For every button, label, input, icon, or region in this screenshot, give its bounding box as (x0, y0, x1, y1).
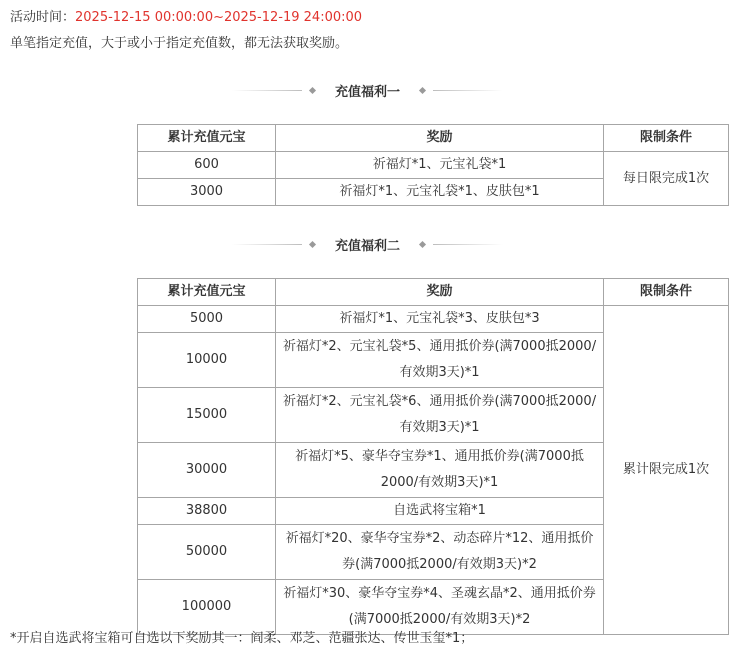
title-divider-left (232, 244, 302, 245)
title-divider-right (433, 90, 503, 91)
activity-time (10, 6, 362, 25)
activity-time-label: 活动时间： (10, 10, 76, 25)
table-row (138, 152, 729, 179)
activity-rule: 单笔指定充值，大于或小于指定充值数，都无法获取奖励。 (10, 36, 349, 51)
reward-cell: 祈福灯*1、元宝礼袋*3、皮肤包*3 (276, 306, 604, 333)
reward-cell: 祈福灯*2、元宝礼袋*5、通用抵价券(满7000抵2000/有效期3天)*1 (276, 333, 604, 388)
amount-cell: 5000 (138, 306, 276, 333)
table-header-row (138, 125, 729, 152)
section1-title-bar (0, 80, 735, 100)
limit-cell: 每日限完成1次 (604, 152, 729, 206)
header-reward: 奖励 (276, 125, 604, 152)
diamond-icon (419, 86, 426, 93)
section2-title: 充值福利二 (334, 238, 400, 254)
amount-cell: 50000 (138, 525, 276, 580)
diamond-icon (309, 240, 316, 247)
reward-cell: 自选武将宝箱*1 (276, 498, 604, 525)
reward-cell: 祈福灯*20、豪华夺宝券*2、动态碎片*12、通用抵价券(满7000抵2000/有效期3天)*2 (276, 525, 604, 580)
header-limit: 限制条件 (604, 125, 729, 152)
reward-cell: 祈福灯*2、元宝礼袋*6、通用抵价券(满7000抵2000/有效期3天)*1 (276, 388, 604, 443)
section1-title: 充值福利一 (334, 84, 400, 100)
amount-cell: 100000 (138, 580, 276, 635)
section1-table (137, 124, 729, 206)
title-divider-left (232, 90, 302, 91)
reward-cell: 祈福灯*5、豪华夺宝券*1、通用抵价券(满7000抵2000/有效期3天)*1 (276, 443, 604, 498)
limit-cell: 累计限完成1次 (604, 306, 729, 635)
section2-table (137, 278, 729, 635)
diamond-icon (419, 240, 426, 247)
table-header-row (138, 279, 729, 306)
diamond-icon (309, 86, 316, 93)
header-limit: 限制条件 (604, 279, 729, 306)
title-divider-right (433, 244, 503, 245)
footnote: *开启自选武将宝箱可自选以下奖励其一：阎柔、邓芝、范疆张达、传世玉玺*1； (10, 631, 474, 646)
activity-time-value: 2025-12-15 00:00:00~2025-12-19 24:00:00 (75, 10, 363, 25)
amount-cell: 30000 (138, 443, 276, 498)
amount-cell: 38800 (138, 498, 276, 525)
header-reward: 奖励 (276, 279, 604, 306)
reward-cell: 祈福灯*1、元宝礼袋*1 (276, 152, 604, 179)
amount-cell: 600 (138, 152, 276, 179)
amount-cell: 15000 (138, 388, 276, 443)
header-amount: 累计充值元宝 (138, 279, 276, 306)
reward-cell: 祈福灯*1、元宝礼袋*1、皮肤包*1 (276, 179, 604, 206)
header-amount: 累计充值元宝 (138, 125, 276, 152)
reward-cell: 祈福灯*30、豪华夺宝券*4、圣魂玄晶*2、通用抵价券(满7000抵2000/有效期3天)*2 (276, 580, 604, 635)
amount-cell: 10000 (138, 333, 276, 388)
table-row (138, 306, 729, 333)
amount-cell: 3000 (138, 179, 276, 206)
section2-title-bar (0, 234, 735, 254)
